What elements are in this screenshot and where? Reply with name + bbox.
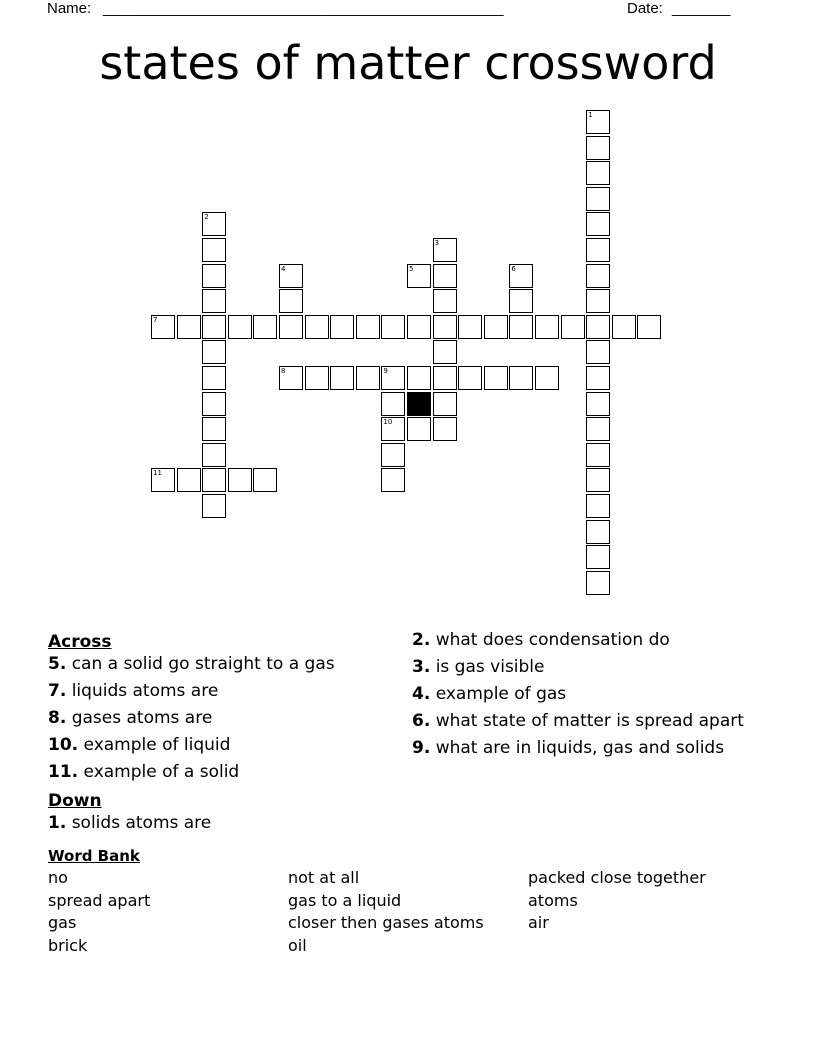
grid-cell[interactable] [330,315,354,339]
grid-cell[interactable] [637,315,661,339]
word-bank-title: Word Bank [48,847,140,865]
grid-cell[interactable] [586,392,610,416]
grid-cell[interactable] [535,315,559,339]
word-bank-item: gas [48,913,77,932]
grid-cell[interactable] [586,366,610,390]
word-bank-item: packed close together [528,868,706,887]
clue-down-4 [412,684,757,704]
cell-number: 11 [153,469,162,478]
cell-number: 6 [511,264,516,273]
clue-across-8 [48,708,393,728]
black-cell [407,392,431,416]
word-bank-item: atoms [528,890,578,910]
clue-text: example of gas [435,684,567,704]
cell-number: 1 [588,111,593,119]
cell-number: 10 [383,418,393,427]
grid-cell[interactable] [279,315,303,339]
clue-text: what are in liquids, gas and solids [435,738,725,758]
clue-across-5 [48,654,393,674]
cell-number: 7 [153,315,158,324]
grid-cell[interactable] [177,468,201,492]
grid-cell[interactable] [356,366,380,390]
grid-cell[interactable] [458,315,482,339]
clue-text: liquids atoms are [71,681,219,701]
clue-number: 4. [412,684,431,704]
clues-right-column [412,630,757,765]
grid-cell[interactable] [612,315,636,339]
clue-number: 1. [48,813,67,833]
word-bank-item: not at all [288,868,360,887]
grid-cell[interactable] [407,315,431,339]
grid-cell[interactable] [407,366,431,390]
grid-cell[interactable] [202,212,226,236]
grid-cell[interactable] [202,392,226,416]
grid-cell[interactable] [202,443,226,467]
name-field[interactable]: ________________________________________________ [103,0,504,17]
grid-cell[interactable] [586,571,610,595]
grid-cell[interactable] [509,315,533,339]
grid-cell[interactable] [586,289,610,313]
clue-down-2 [412,630,757,650]
word-bank [48,845,768,957]
grid-cell[interactable] [561,315,585,339]
cell-number: 3 [434,239,440,247]
grid-cell[interactable] [433,366,457,390]
grid-cell[interactable] [381,315,405,339]
page-title: states of matter crossword [99,36,717,90]
grid-cell[interactable] [279,289,303,313]
grid-cell[interactable] [202,494,226,518]
grid-cell[interactable] [202,289,226,313]
clue-text: is gas visible [435,657,545,677]
clue-number: 7. [48,681,67,701]
grid-cell[interactable] [381,366,405,390]
grid-cell[interactable] [586,212,610,236]
grid-cell[interactable] [586,187,610,211]
grid-cell[interactable] [586,520,610,544]
date-field[interactable]: _______ [672,0,731,17]
grid-cell[interactable] [586,110,610,134]
word-bank-item: air [528,913,549,932]
grid-cell[interactable] [484,315,508,339]
grid-cell[interactable] [433,340,457,364]
grid-cell[interactable] [381,443,405,467]
grid-cell[interactable] [433,392,457,416]
grid-cell[interactable] [202,238,226,262]
grid-cell[interactable] [228,315,252,339]
grid-cell[interactable] [279,264,303,288]
grid-cell[interactable] [202,264,226,288]
grid-cell[interactable] [433,417,457,441]
word-bank-item: brick [48,935,88,955]
grid-cell[interactable] [305,315,329,339]
grid-cell[interactable] [586,161,610,185]
grid-cell[interactable] [509,289,533,313]
grid-cell[interactable] [586,443,610,467]
clue-text: can a solid go straight to a gas [71,654,335,674]
clue-text: what does condensation do [435,630,670,650]
grid-cell[interactable] [586,340,610,364]
grid-cell[interactable] [253,315,277,339]
grid-cell[interactable] [586,264,610,288]
grid-cell[interactable] [586,494,610,518]
grid-cell[interactable] [458,366,482,390]
grid-cell[interactable] [586,545,610,569]
grid-cell[interactable] [586,238,610,262]
grid-cell[interactable] [202,315,226,339]
across-heading: Across [48,632,112,652]
grid-cell[interactable] [407,264,431,288]
grid-cell[interactable] [279,366,303,390]
clue-number: 10. [48,735,79,755]
grid-cell[interactable] [586,136,610,160]
date-label: Date: [627,0,663,17]
grid-cell[interactable] [407,417,431,441]
clue-text: what state of matter is spread apart [435,711,744,731]
clue-number: 6. [412,711,431,731]
grid-cell[interactable] [484,366,508,390]
grid-cell[interactable] [202,468,226,492]
clue-text: example of liquid [83,735,231,755]
clue-number: 8. [48,708,67,728]
grid-cell[interactable] [433,264,457,288]
clue-across-10 [48,735,393,755]
grid-cell[interactable] [202,340,226,364]
grid-cell[interactable] [586,315,610,339]
down-heading: Down [48,791,102,811]
word-bank-item: no [48,868,68,887]
word-bank-item: gas to a liquid [288,890,402,910]
word-bank-list [48,867,768,957]
cell-number: 2 [204,213,209,222]
clue-across-7 [48,681,393,701]
grid-cell[interactable] [586,468,610,492]
grid-cell[interactable] [253,468,277,492]
clue-number: 3. [412,657,431,677]
grid-cell[interactable] [535,366,559,390]
grid-cell[interactable] [586,417,610,441]
clues-left-column [48,630,393,840]
grid-cell[interactable] [356,315,380,339]
clue-number: 2. [412,630,431,650]
clue-number: 9. [412,738,431,758]
word-bank-item: oil [288,935,307,955]
grid-cell[interactable] [305,366,329,390]
clue-number: 5. [48,654,67,674]
cell-number: 8 [281,367,286,375]
clue-down-6 [412,711,757,731]
grid-cell[interactable] [381,392,405,416]
grid-cell[interactable] [151,468,175,492]
clue-down-9 [412,738,757,758]
clue-text: solids atoms are [71,813,212,833]
grid-cell[interactable] [228,468,252,492]
word-bank-item: spread apart [48,890,151,910]
clue-down-3 [412,657,757,677]
grid-cell[interactable] [433,315,457,339]
grid-cell[interactable] [330,366,354,390]
clue-text: gases atoms are [71,708,213,728]
clue-number: 11. [48,762,79,782]
cell-number: 9 [383,367,388,375]
clue-down-1 [48,813,393,833]
grid-cell[interactable] [202,417,226,441]
clue-text: example of a solid [83,762,240,782]
grid-cell[interactable] [509,366,533,390]
grid-cell[interactable] [381,468,405,492]
grid-cell[interactable] [151,315,175,339]
grid-cell[interactable] [433,289,457,313]
cell-number: 5 [409,264,414,273]
grid-cell[interactable] [177,315,201,339]
cell-number: 4 [281,264,286,273]
grid-cell[interactable] [509,264,533,288]
name-label: Name: [47,0,92,17]
word-bank-item: closer then gases atoms [288,913,484,932]
grid-cell[interactable] [381,417,405,441]
grid-cell[interactable] [433,238,457,262]
clue-across-11 [48,762,393,782]
grid-cell[interactable] [202,366,226,390]
